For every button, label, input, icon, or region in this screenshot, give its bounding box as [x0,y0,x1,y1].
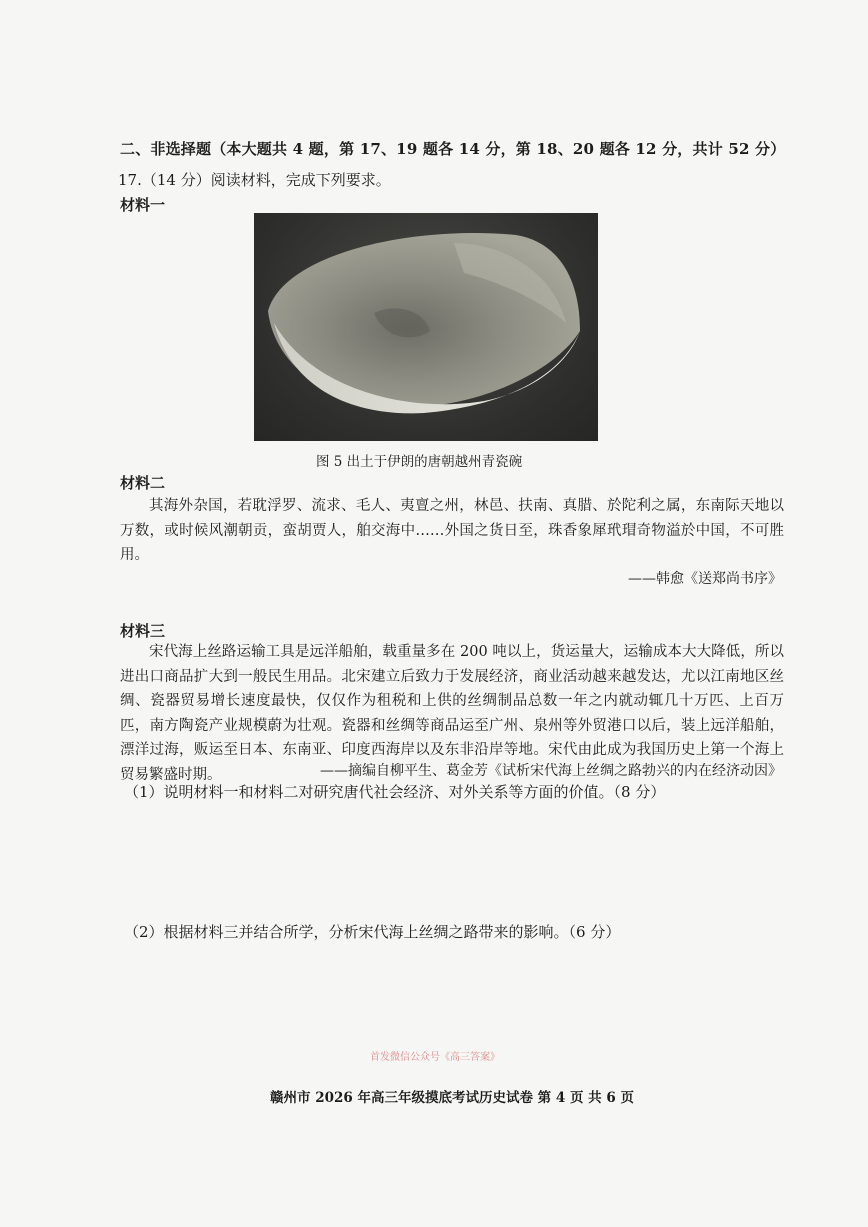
material3-source: ——摘编自柳平生、葛金芳《试析宋代海上丝绸之路勃兴的内在经济动因》 [320,763,782,779]
material1-label: 材料一 [120,196,166,214]
material2-label: 材料二 [120,474,166,492]
subquestion-1: （1）说明材料一和材料二对研究唐代社会经济、对外关系等方面的价值。（8 分） [124,783,666,801]
material2-source: ——韩愈《送郑尚书序》 [628,571,782,587]
page-footer: 赣州市 2026 年高三年级摸底考试历史试卷 第 4 页 共 6 页 [270,1090,634,1106]
material2-text: 其海外杂国，若耽浮罗、流求、毛人、夷亶之州，林邑、扶南、真腊、於陀利之属，东南际天地以万数，或时候风潮朝贡，蛮胡贾人，舶交海中……外国之货日至，珠香象犀玳瑁奇物溢於中国，不可胜用。 [120,498,784,563]
celadon-bowl-photo [254,213,598,441]
subquestion-2: （2）根据材料三并结合所学，分析宋代海上丝绸之路带来的影响。（6 分） [124,923,621,941]
section-title: 二、非选择题（本大题共 4 题，第 17、19 题各 14 分，第 18、20 题各 12 分，共计 52 分） [120,140,786,158]
bowl-illustration [254,213,598,441]
question-intro: 17.（14 分）阅读材料，完成下列要求。 [118,171,391,189]
watermark: 首发微信公众号《高三答案》 [370,1052,500,1063]
material2-paragraph [120,494,784,568]
material3-label: 材料三 [120,622,166,640]
material3-text: 宋代海上丝路运输工具是远洋船舶，载重量多在 200 吨以上，货运量大，运输成本大大降低，所以进出口商品扩大到一般民生用品。北宋建立后致力于发展经济，商业活动越来越发达，尤以江南地区丝绸、瓷器贸易增长速度最快，仅仅作为租税和上供的丝绸制品总数一年之内就动辄几十万匹、上百万匹，南方陶瓷产业规模蔚为壮观。瓷器和丝绸等商品运至广州、泉州等外贸港口以后，装上远洋船舶，漂洋过海，贩运至日本、东南亚、印度西海岸以及东非沿岸等地。宋代由此成为我国历史上第一个海上贸易繁盛时期。 [120,644,784,783]
figure-caption: 图 5 出土于伊朗的唐朝越州青瓷碗 [316,454,523,470]
